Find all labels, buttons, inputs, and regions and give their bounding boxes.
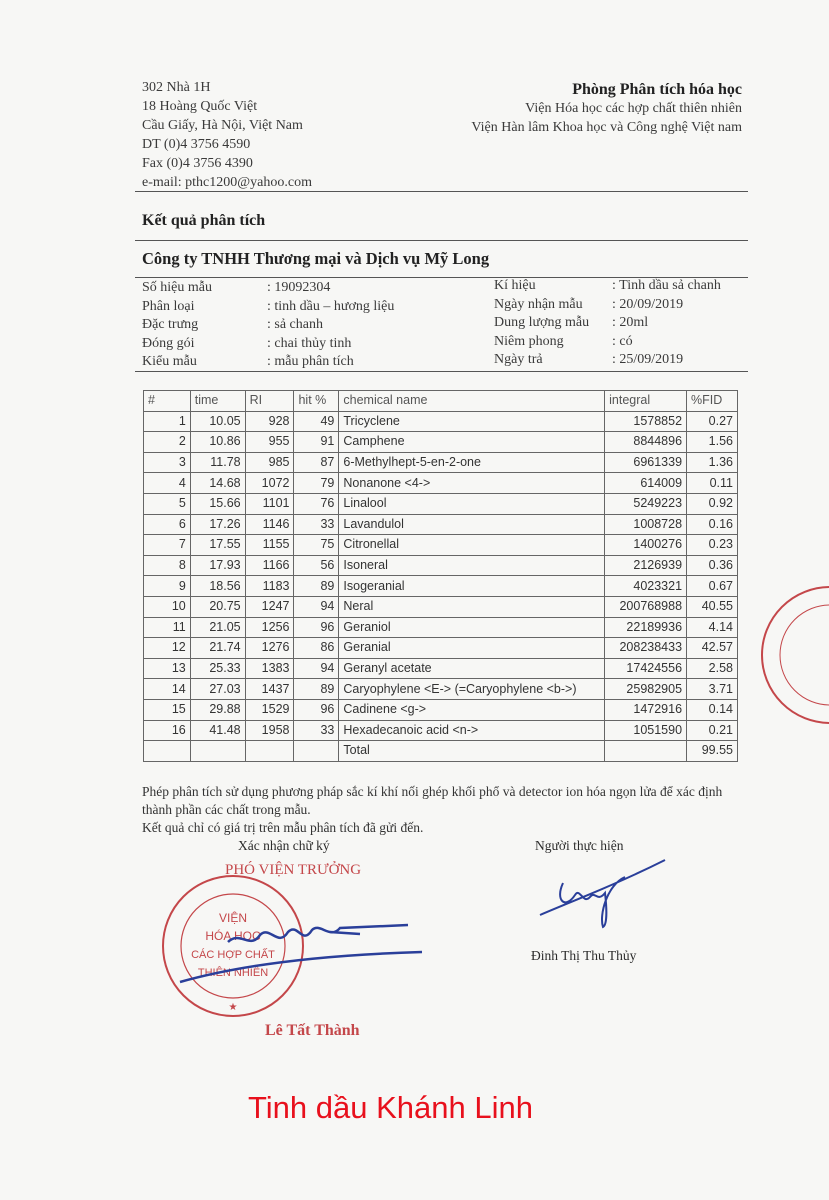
table-cell: 86 — [294, 638, 339, 659]
table-row — [144, 638, 738, 659]
table-cell: 1578852 — [605, 411, 687, 432]
info-row — [142, 298, 394, 317]
info-row — [142, 316, 394, 335]
info-row — [494, 277, 721, 296]
section-title: Kết quả phân tích — [142, 212, 266, 229]
table-cell: 17.26 — [190, 514, 245, 535]
table-cell: 21.74 — [190, 638, 245, 659]
table-cell — [190, 741, 245, 762]
table-row — [144, 535, 738, 556]
table-cell: 6961339 — [605, 452, 687, 473]
note-line: Kết quả chỉ có giá trị trên mẫu phân tích đã gửi đến. — [142, 820, 424, 835]
table-cell: 1155 — [245, 535, 294, 556]
results-table — [143, 390, 738, 762]
table-cell: 11.78 — [190, 452, 245, 473]
table-cell: 12 — [144, 638, 191, 659]
table-cell: 1183 — [245, 576, 294, 597]
table-row — [144, 452, 738, 473]
table-cell: 89 — [294, 679, 339, 700]
table-cell: 1 — [144, 411, 191, 432]
table-cell: 99.55 — [687, 741, 738, 762]
column-header: hit % — [294, 391, 339, 412]
table-cell: 21.05 — [190, 617, 245, 638]
table-cell: 2 — [144, 432, 191, 453]
table-cell: 0.67 — [687, 576, 738, 597]
left-signer-name: Lê Tất Thành — [265, 1022, 360, 1039]
table-cell: 25.33 — [190, 658, 245, 679]
table-cell: 17.55 — [190, 535, 245, 556]
table-cell: 18.56 — [190, 576, 245, 597]
left-signature — [160, 910, 430, 990]
divider — [135, 191, 748, 192]
table-cell: 20.75 — [190, 596, 245, 617]
email: e-mail: pthc1200@yahoo.com — [142, 175, 312, 190]
table-cell: Cadinene <g-> — [339, 699, 605, 720]
table-cell: Geranyl acetate — [339, 658, 605, 679]
note-line: Phép phân tích sử dụng phương pháp sắc kí khí nối ghép khối phổ và detector ion hóa ngọn lửa để xác định thành phần các chất trong mẫu. — [142, 784, 723, 817]
table-cell: 1472916 — [605, 699, 687, 720]
table-cell: 1247 — [245, 596, 294, 617]
table-row — [144, 658, 738, 679]
table-cell: Total — [339, 741, 605, 762]
table-cell: Neral — [339, 596, 605, 617]
table-cell: 76 — [294, 493, 339, 514]
table-cell: 16 — [144, 720, 191, 741]
info-value: : 20ml — [612, 315, 649, 330]
info-label: Đặc trưng — [142, 317, 199, 332]
fax: Fax (0)4 3756 4390 — [142, 156, 253, 171]
table-cell: 10 — [144, 596, 191, 617]
table-cell — [144, 741, 191, 762]
table-cell: Linalool — [339, 493, 605, 514]
table-cell: 1383 — [245, 658, 294, 679]
table-row — [144, 555, 738, 576]
column-header: integral — [605, 391, 687, 412]
table-cell: 1051590 — [605, 720, 687, 741]
table-cell: Camphene — [339, 432, 605, 453]
stamp-line: THIÊN NHIÊN — [197, 967, 269, 979]
table-row — [144, 432, 738, 453]
table-cell: 208238433 — [605, 638, 687, 659]
table-row — [144, 576, 738, 597]
table-cell: 8 — [144, 555, 191, 576]
table-cell: 94 — [294, 658, 339, 679]
table-cell: 1072 — [245, 473, 294, 494]
stamp-line: VIỆN — [218, 911, 248, 925]
table-cell: 1256 — [245, 617, 294, 638]
table-total-row — [144, 741, 738, 762]
table-cell: 5 — [144, 493, 191, 514]
info-row — [494, 296, 721, 315]
address-line: Cầu Giấy, Hà Nội, Việt Nam — [142, 118, 303, 133]
table-cell: 15 — [144, 699, 191, 720]
info-label: Số hiệu mẫu — [142, 280, 212, 295]
left-signature-caption: Xác nhận chữ ký — [238, 838, 330, 853]
table-cell: 75 — [294, 535, 339, 556]
table-cell: 13 — [144, 658, 191, 679]
table-cell: 1146 — [245, 514, 294, 535]
column-header: chemical name — [339, 391, 605, 412]
info-value: : 19092304 — [267, 280, 331, 295]
table-cell: 33 — [294, 720, 339, 741]
table-cell: 1166 — [245, 555, 294, 576]
info-value: : sả chanh — [267, 317, 323, 332]
table-cell: 0.92 — [687, 493, 738, 514]
table-cell: 0.11 — [687, 473, 738, 494]
table-cell: 11 — [144, 617, 191, 638]
right-signer-name: Đinh Thị Thu Thủy — [531, 948, 637, 963]
table-cell: 0.21 — [687, 720, 738, 741]
watermark-text: Tinh dầu Khánh Linh — [248, 1090, 533, 1125]
table-cell: Isogeranial — [339, 576, 605, 597]
table-cell: 955 — [245, 432, 294, 453]
table-cell: 985 — [245, 452, 294, 473]
table-row — [144, 596, 738, 617]
table-cell: 14 — [144, 679, 191, 700]
right-signature-caption: Người thực hiện — [535, 838, 624, 853]
table-cell: 6-Methylhept-5-en-2-one — [339, 452, 605, 473]
table-row — [144, 699, 738, 720]
table-cell: Tricyclene — [339, 411, 605, 432]
info-label: Kiểu mẫu — [142, 354, 197, 369]
left-signer-title: PHÓ VIỆN TRƯỞNG — [225, 862, 362, 878]
table-cell: 4 — [144, 473, 191, 494]
table-cell: 79 — [294, 473, 339, 494]
table-row — [144, 473, 738, 494]
table-cell: Geraniol — [339, 617, 605, 638]
table-cell: 1008728 — [605, 514, 687, 535]
table-cell: 3 — [144, 452, 191, 473]
table-cell: 41.48 — [190, 720, 245, 741]
column-header: # — [144, 391, 191, 412]
table-cell: Nonanone <4-> — [339, 473, 605, 494]
table-cell — [294, 741, 339, 762]
table-row — [144, 679, 738, 700]
table-cell: 1400276 — [605, 535, 687, 556]
table-cell: 614009 — [605, 473, 687, 494]
partial-stamp — [755, 580, 829, 730]
table-cell: 17.93 — [190, 555, 245, 576]
table-cell: 6 — [144, 514, 191, 535]
table-cell: 1529 — [245, 699, 294, 720]
table-cell: 7 — [144, 535, 191, 556]
table-cell: 87 — [294, 452, 339, 473]
address-line: 302 Nhà 1H — [142, 80, 211, 95]
company-name: Công ty TNHH Thương mại và Dịch vụ Mỹ Long — [142, 249, 490, 268]
info-row — [494, 314, 721, 333]
info-label: Niêm phong — [494, 333, 564, 349]
table-cell: 94 — [294, 596, 339, 617]
info-value: : 20/09/2019 — [612, 296, 684, 312]
table-cell: 25982905 — [605, 679, 687, 700]
table-cell: 2126939 — [605, 555, 687, 576]
table-cell: 42.57 — [687, 638, 738, 659]
table-cell: Lavandulol — [339, 514, 605, 535]
phone: DT (0)4 3756 4590 — [142, 137, 251, 152]
table-cell: 200768988 — [605, 596, 687, 617]
table-cell: 4023321 — [605, 576, 687, 597]
table-cell: 10.05 — [190, 411, 245, 432]
table-cell: 33 — [294, 514, 339, 535]
table-cell: 1276 — [245, 638, 294, 659]
table-cell: 22189936 — [605, 617, 687, 638]
table-row — [144, 411, 738, 432]
table-cell: 96 — [294, 617, 339, 638]
info-label: Ngày trả — [494, 352, 543, 367]
table-cell: Isoneral — [339, 555, 605, 576]
table-cell: 928 — [245, 411, 294, 432]
table-cell — [605, 741, 687, 762]
table-row — [144, 493, 738, 514]
column-header: RI — [245, 391, 294, 412]
info-value: : chai thủy tinh — [267, 335, 352, 351]
table-cell: 0.16 — [687, 514, 738, 535]
table-header-row — [144, 391, 738, 412]
table-cell: 15.66 — [190, 493, 245, 514]
table-cell: 1.36 — [687, 452, 738, 473]
table-cell: 1.56 — [687, 432, 738, 453]
organization-block — [471, 80, 742, 137]
info-row — [142, 353, 394, 372]
info-row — [142, 279, 394, 298]
info-right — [494, 277, 721, 370]
table-cell: 4.14 — [687, 617, 738, 638]
info-value: : mẫu phân tích — [267, 354, 354, 369]
table-cell: 14.68 — [190, 473, 245, 494]
column-header: %FID — [687, 391, 738, 412]
info-label: Phân loại — [142, 298, 195, 314]
table-row — [144, 617, 738, 638]
table-cell: 3.71 — [687, 679, 738, 700]
stamp-line: CÁC HỢP CHẤT — [191, 949, 275, 961]
table-cell: Caryophylene <E-> (=Caryophylene <b->) — [339, 679, 605, 700]
table-cell: 1101 — [245, 493, 294, 514]
table-cell: 40.55 — [687, 596, 738, 617]
table-cell: 56 — [294, 555, 339, 576]
organization-line: Viện Hàn lâm Khoa học và Công nghệ Việt nam — [471, 120, 742, 135]
info-value: : Tinh dầu sả chanh — [612, 278, 721, 293]
table-cell: 5249223 — [605, 493, 687, 514]
info-label: Đóng gói — [142, 335, 195, 351]
table-cell: 8844896 — [605, 432, 687, 453]
table-cell: Geranial — [339, 638, 605, 659]
divider — [135, 240, 748, 241]
table-cell: 1437 — [245, 679, 294, 700]
table-cell: 2.58 — [687, 658, 738, 679]
table-cell: 0.27 — [687, 411, 738, 432]
info-left — [142, 279, 394, 372]
address-line: 18 Hoàng Quốc Việt — [142, 99, 258, 114]
info-row — [494, 333, 721, 352]
table-cell: 49 — [294, 411, 339, 432]
table-cell: 89 — [294, 576, 339, 597]
organization-title: Phòng Phân tích hóa học — [572, 81, 742, 98]
stamp-line: HÓA HỌC — [205, 929, 261, 943]
table-cell: 96 — [294, 699, 339, 720]
table-cell: Citronellal — [339, 535, 605, 556]
table-row — [144, 720, 738, 741]
table-cell: 1958 — [245, 720, 294, 741]
table-cell: 91 — [294, 432, 339, 453]
table-cell: 29.88 — [190, 699, 245, 720]
table-cell: 0.36 — [687, 555, 738, 576]
right-signature — [535, 855, 675, 935]
organization-line: Viện Hóa học các hợp chất thiên nhiên — [525, 101, 742, 116]
info-row — [494, 351, 721, 370]
address-block — [142, 78, 312, 192]
table-cell: 0.23 — [687, 535, 738, 556]
table-cell: 10.86 — [190, 432, 245, 453]
column-header: time — [190, 391, 245, 412]
info-label: Dung lượng mẫu — [494, 315, 590, 330]
star-icon: ★ — [228, 1002, 238, 1013]
info-row — [142, 335, 394, 354]
divider — [135, 371, 748, 372]
notes — [142, 783, 742, 837]
table-cell: 27.03 — [190, 679, 245, 700]
table-cell: Hexadecanoic acid <n-> — [339, 720, 605, 741]
table-cell: 9 — [144, 576, 191, 597]
table-cell — [245, 741, 294, 762]
info-label: Kí hiệu — [494, 278, 536, 293]
table-row — [144, 514, 738, 535]
table-cell: 0.14 — [687, 699, 738, 720]
info-label: Ngày nhận mẫu — [494, 296, 583, 312]
table-cell: 17424556 — [605, 658, 687, 679]
info-value: : tinh dầu – hương liệu — [267, 298, 395, 314]
info-value: : 25/09/2019 — [612, 352, 684, 367]
info-value: : có — [612, 333, 633, 349]
